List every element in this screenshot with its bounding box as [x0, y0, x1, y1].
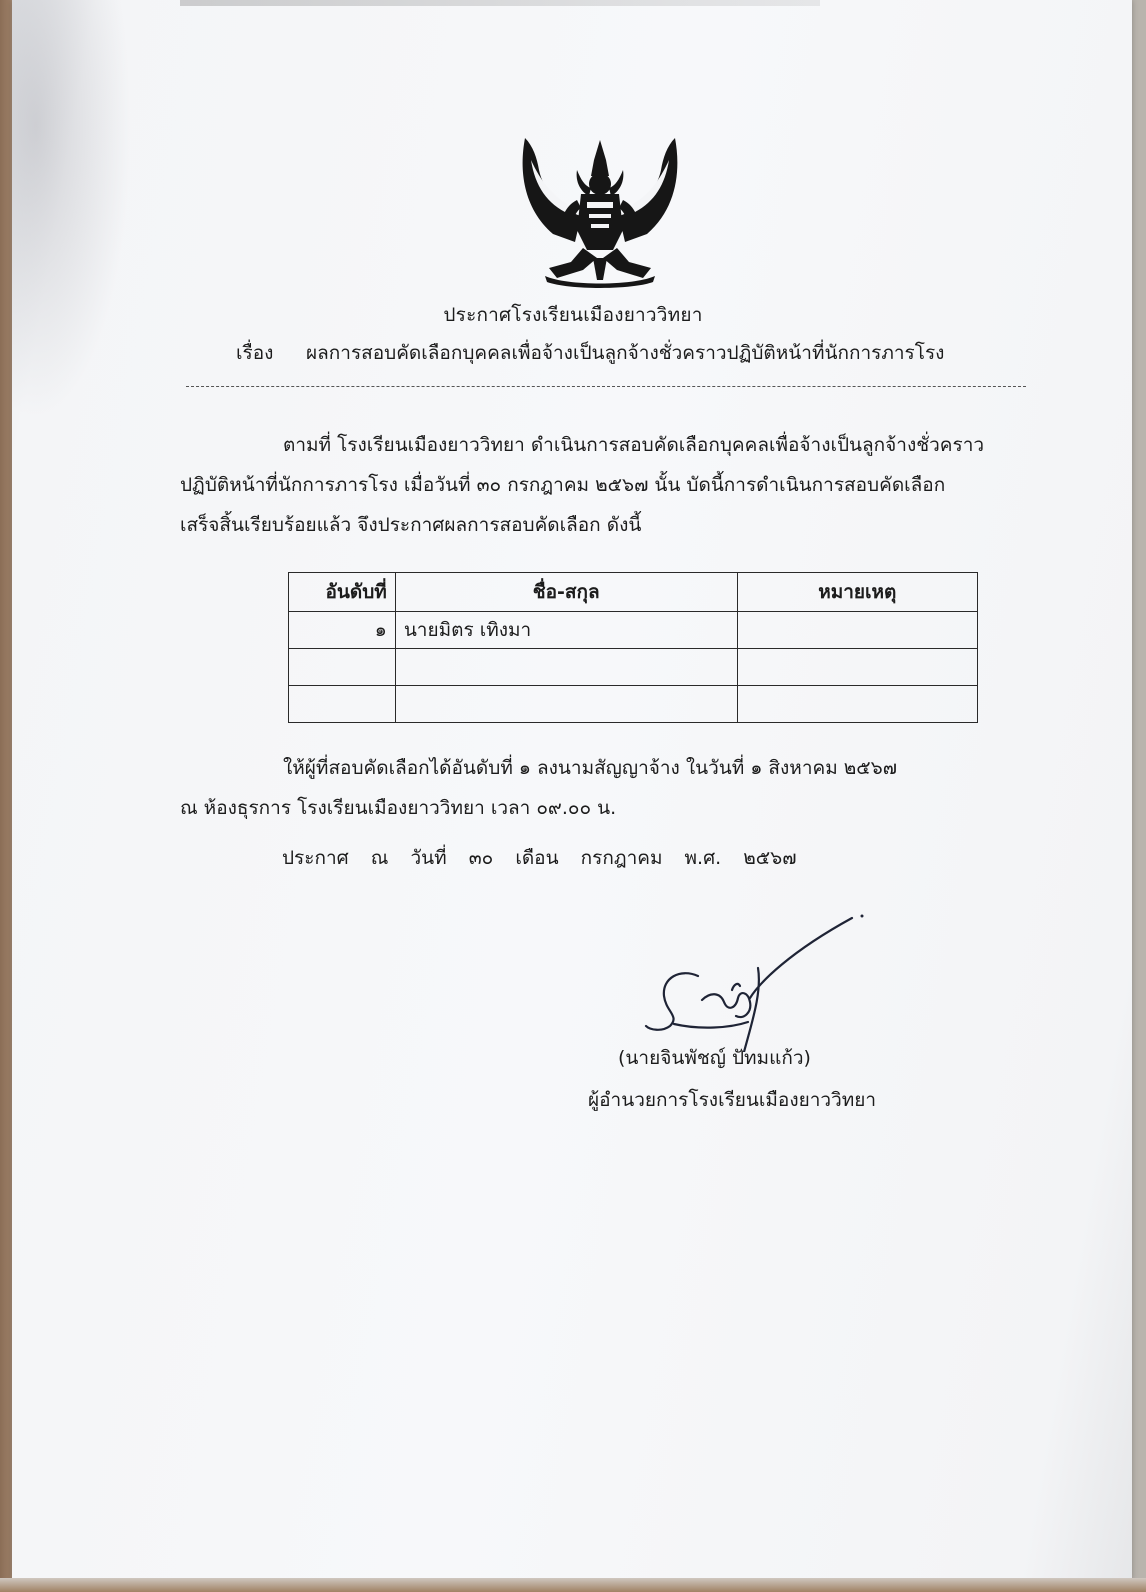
announce-label: ประกาศ	[282, 847, 349, 869]
note-cell	[737, 686, 977, 723]
rank-cell	[289, 649, 396, 686]
table-row	[289, 686, 978, 723]
header-rank: อันดับที่	[289, 573, 396, 612]
results-table	[288, 572, 978, 723]
note-cell	[737, 612, 977, 649]
contract-paragraph	[180, 748, 1060, 828]
header-divider	[186, 386, 1026, 387]
day-label: วันที่	[410, 847, 447, 869]
desk-edge-bottom	[0, 1578, 1146, 1592]
signatory-name: (นายจินพัชญ์ ปัทมแก้ว)	[618, 1047, 811, 1069]
day-value: ๓๐	[468, 847, 494, 869]
signatory-position: ผู้อำนวยการโรงเรียนเมืองยาววิทยา	[588, 1089, 877, 1111]
name-cell: นายมิตร เทิงมา	[395, 612, 737, 649]
handwritten-signature	[640, 912, 880, 1052]
year-value: ๒๕๖๗	[743, 847, 797, 869]
intro-line-1: ตามที่ โรงเรียนเมืองยาววิทยา ดำเนินการสอบคัดเลือกบุคคลเพื่อจ้างเป็นลูกจ้างชั่วคราว	[283, 434, 985, 456]
header-note: หมายเหตุ	[737, 573, 977, 612]
era-label: พ.ศ.	[684, 847, 722, 869]
month-label: เดือน	[515, 847, 559, 869]
name-cell	[395, 649, 737, 686]
announce-at: ณ	[370, 847, 389, 869]
name-cell	[395, 686, 737, 723]
table-row	[289, 612, 978, 649]
top-bleed-through	[180, 0, 820, 6]
note-cell	[737, 649, 977, 686]
announcement-date	[282, 843, 813, 873]
contract-line-2: ณ ห้องธุรการ โรงเรียนเมืองยาววิทยา เวลา ๐๙.๐๐ น.	[180, 797, 617, 819]
intro-line-3: เสร็จสิ้นเรียบร้อยแล้ว จึงประกาศผลการสอบคัดเลือก ดังนี้	[180, 514, 642, 536]
announcement-title: ประกาศโรงเรียนเมืองยาววิทยา	[443, 304, 703, 326]
subject-text: ผลการสอบคัดเลือกบุคคลเพื่อจ้างเป็นลูกจ้างชั่วคราวปฏิบัติหน้าที่นักการภารโรง	[306, 342, 945, 364]
garuda-emblem-icon	[517, 130, 683, 290]
contract-line-1: ให้ผู้ที่สอบคัดเลือกได้อันดับที่ ๑ ลงนามสัญญาจ้าง ในวันที่ ๑ สิงหาคม ๒๕๖๗	[283, 757, 898, 779]
subject-label: เรื่อง	[236, 342, 274, 364]
header-name: ชื่อ-สกุล	[395, 573, 737, 612]
month-value: กรกฎาคม	[580, 847, 663, 869]
intro-line-2: ปฏิบัติหน้าที่นักการภารโรง เมื่อวันที่ ๓๐ กรกฎาคม ๒๕๖๗ นั้น บัดนี้การดำเนินการสอบคัดเลือก	[180, 474, 946, 496]
table-row	[289, 649, 978, 686]
rank-cell	[289, 686, 396, 723]
table-header-row	[289, 573, 978, 612]
rank-cell: ๑	[289, 612, 396, 649]
intro-paragraph	[180, 425, 1060, 545]
